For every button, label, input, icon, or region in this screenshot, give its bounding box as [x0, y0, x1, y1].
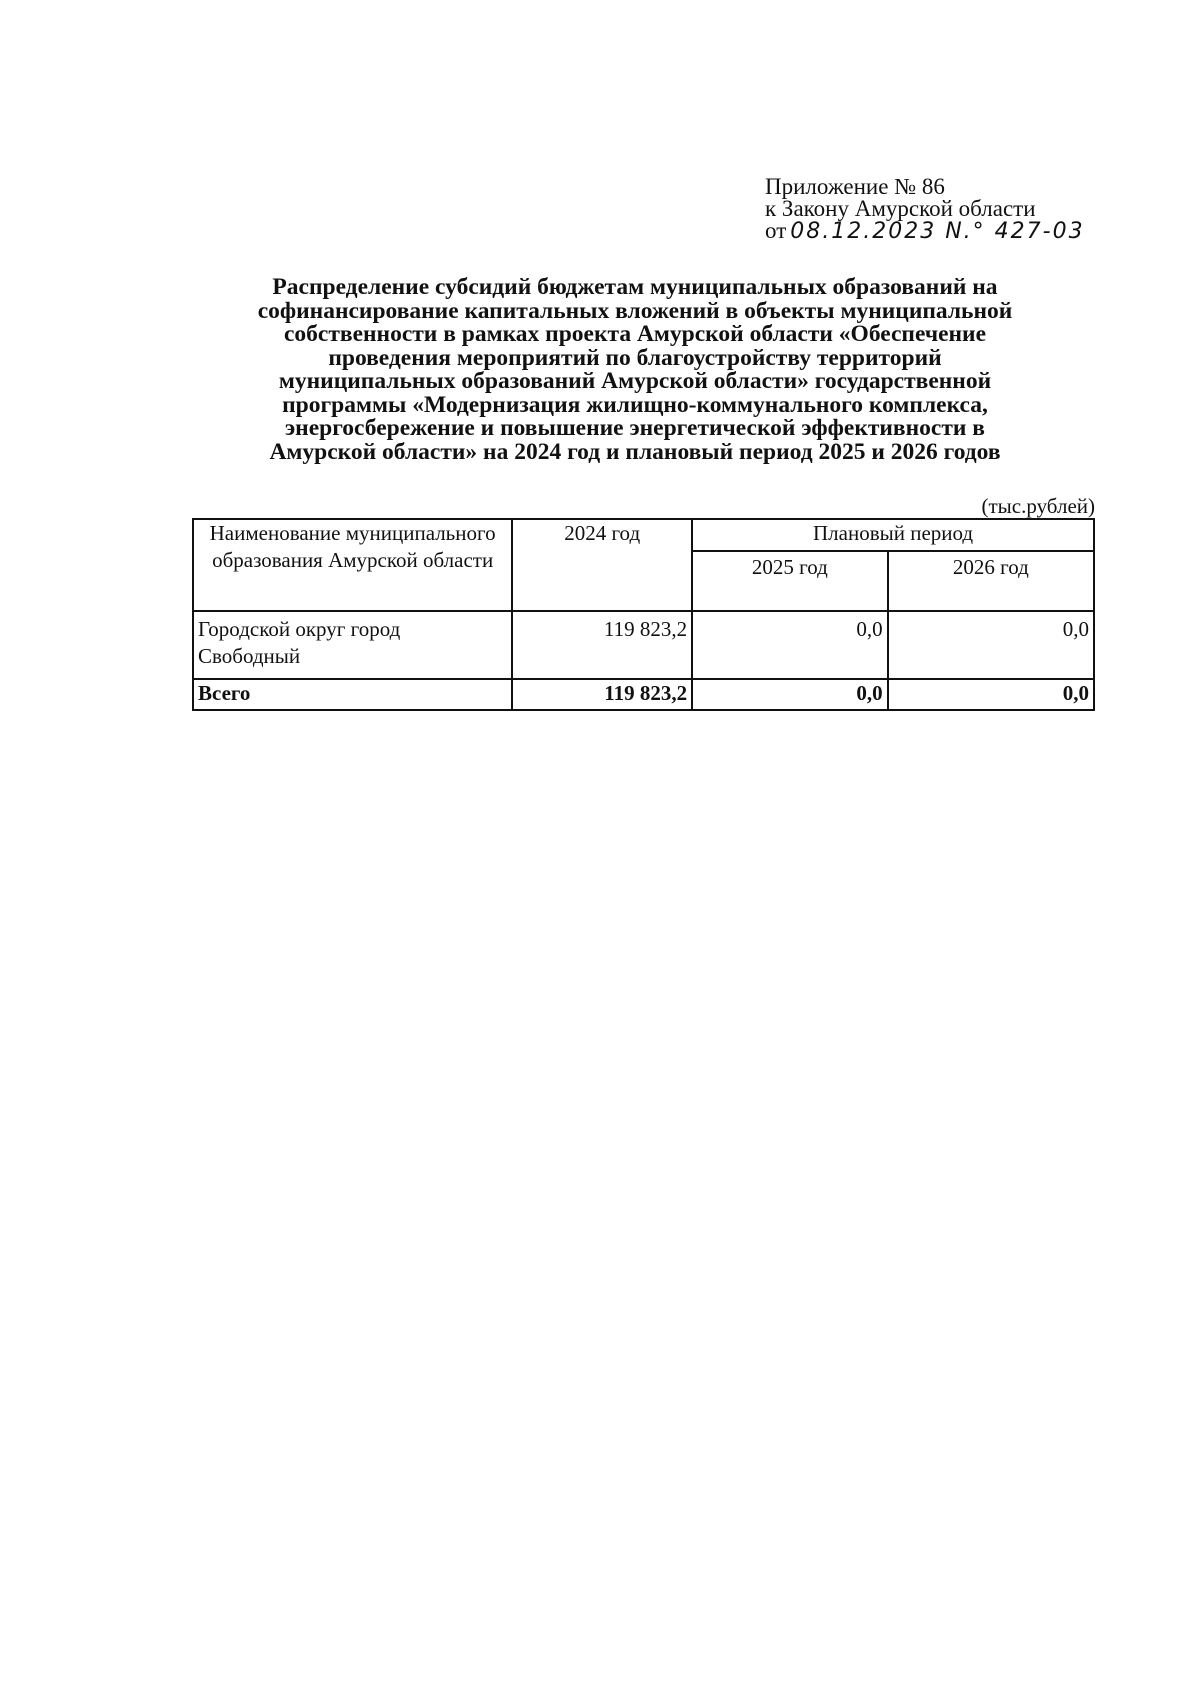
total-2024-cell: 119 823,2 [512, 679, 692, 710]
title-line: проведения мероприятий по благоустройству территорий [328, 344, 942, 371]
appendix-number: Приложение № 86 [765, 174, 945, 199]
value-2025-cell: 0,0 [692, 611, 888, 679]
municipality-name-cell: Городской округ город Свободный [193, 611, 512, 679]
appendix-law-reference: к Закону Амурской области [765, 196, 1036, 221]
total-2025-cell: 0,0 [692, 679, 888, 710]
appendix-header [765, 176, 1085, 243]
title-line: энергосбережение и повышение энергетической эффективности в [285, 415, 985, 441]
title-line: Амурской области» на 2024 год и плановый период 2025 и 2026 годов [269, 438, 1001, 465]
table-header-row [193, 519, 1094, 551]
document-title [195, 276, 1075, 464]
appendix-handwritten-date: 08.12.2023 N.° 427-03 [790, 219, 1085, 244]
value-2026-cell: 0,0 [888, 611, 1094, 679]
title-line: муниципальных образований Амурской области» государственной [278, 368, 992, 394]
header-year-2026: 2026 год [888, 551, 1094, 611]
title-line: программы «Модернизация жилищно-коммунального комплекса, [282, 391, 988, 418]
total-label-cell: Всего [193, 679, 512, 710]
table-row [193, 611, 1094, 679]
subsidy-distribution-table [192, 518, 1095, 711]
header-year-2024: 2024 год [512, 519, 692, 611]
units-label: (тыс.рублей) [981, 494, 1095, 518]
title-line: Распределение субсидий бюджетам муниципальных образований на [272, 274, 998, 300]
table-total-row [193, 679, 1094, 710]
title-line: софинансирование капитальных вложений в объекты муниципальной [257, 297, 1013, 324]
title-line: собственности в рамках проекта Амурской области «Обеспечение [283, 321, 987, 347]
header-year-2025: 2025 год [692, 551, 888, 611]
total-2026-cell: 0,0 [888, 679, 1094, 710]
appendix-date-line [765, 220, 1085, 243]
header-municipality-name: Наименование муниципального образования Амурской области [193, 519, 512, 611]
header-planned-period: Плановый период [692, 519, 1094, 551]
appendix-date-prefix: от [765, 218, 787, 243]
value-2024-cell: 119 823,2 [512, 611, 692, 679]
